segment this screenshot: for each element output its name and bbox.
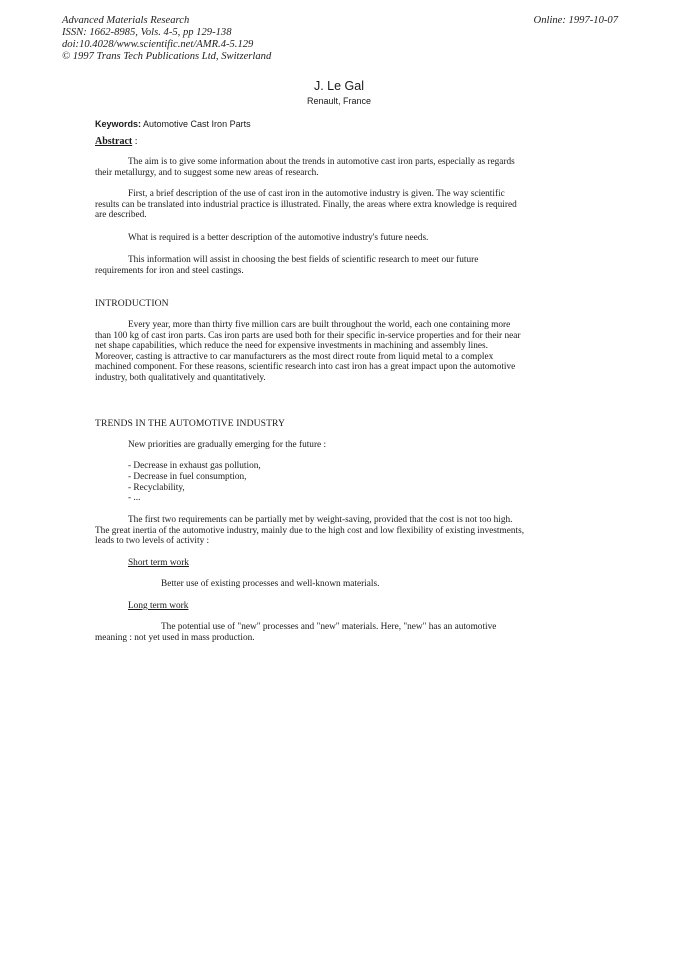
abstract-paragraph-4: This information will assist in choosing the best fields of scientific research to meet our future requirements for iron and steel castings. [95, 255, 479, 276]
journal-name: Advanced Materials Research [62, 15, 190, 26]
short-term-heading: Short term work [128, 558, 189, 568]
abstract-heading [95, 136, 138, 147]
doi-line: doi:10.4028/www.scientific.net/AMR.4-5.129 [62, 39, 254, 50]
short-term-text: Better use of existing processes and well-known materials. [161, 579, 380, 589]
keywords-value: Automotive Cast Iron Parts [143, 119, 251, 129]
long-term-text: The potential use of "new" processes and "new" materials. Here, "new" has an automotive meaning : not yet used in mass production. [95, 622, 497, 643]
trends-heading: TRENDS IN THE AUTOMOTIVE INDUSTRY [95, 418, 286, 429]
issn-line: ISSN: 1662-8985, Vols. 4-5, pp 129-138 [62, 27, 232, 38]
keywords-label: Keywords: [95, 119, 142, 129]
list-item-pollution: - Decrease in exhaust gas pollution, [128, 461, 261, 471]
abstract-paragraph-2: First, a brief description of the use of cast iron in the automotive industry is given. The way scientific results can be translated into industrial practice is illustrated. Finally, the areas where extra knowledge is required are described. [95, 189, 517, 221]
abstract-colon: : [132, 136, 138, 147]
journal-header [62, 15, 271, 63]
list-item-recyclability: - Recyclability, [128, 483, 185, 493]
abstract-paragraph-1: The aim is to give some information about the trends in automotive cast iron parts, especially as regards their metallurgy, and to suggest some new areas of research. [95, 157, 515, 178]
long-term-heading: Long term work [128, 601, 189, 611]
trends-paragraph: The first two requirements can be partially met by weight-saving, provided that the cost is not too high. The great inertia of the automotive industry, mainly due to the high cost and low flexibility of existing investments, leads to two levels of activity : [95, 515, 525, 547]
author-affiliation: Renault, France [306, 96, 372, 106]
introduction-heading: INTRODUCTION [95, 298, 169, 309]
author-name: J. Le Gal [313, 79, 365, 93]
copyright-line: © 1997 Trans Tech Publications Ltd, Switzerland [62, 51, 272, 62]
abstract-label: Abstract [95, 136, 133, 147]
list-item-ellipsis: - ... [128, 493, 141, 503]
introduction-paragraph: Every year, more than thirty five million cars are built throughout the world, each one containing more than 100 kg of cast iron parts. Cas iron parts are used both for their specific in-service properties and for their near net shape capabilities, which reduce the need for expensive investments in machining and assembly lines. Moreover, casting is attractive to car manufacturers as the most direct route from liquid metal to a complex machined component. For these reasons, scientific research into cast iron has a great impact upon the automotive industry, both qualitatively and quantitatively. [95, 320, 521, 383]
list-item-fuel: - Decrease in fuel consumption, [128, 472, 247, 482]
keywords-line [95, 119, 251, 129]
online-date: Online: 1997-10-07 [533, 15, 618, 26]
trends-intro: New priorities are gradually emerging for the future : [128, 440, 327, 450]
abstract-paragraph-3: What is required is a better description of the automotive industry's future needs. [128, 233, 429, 243]
